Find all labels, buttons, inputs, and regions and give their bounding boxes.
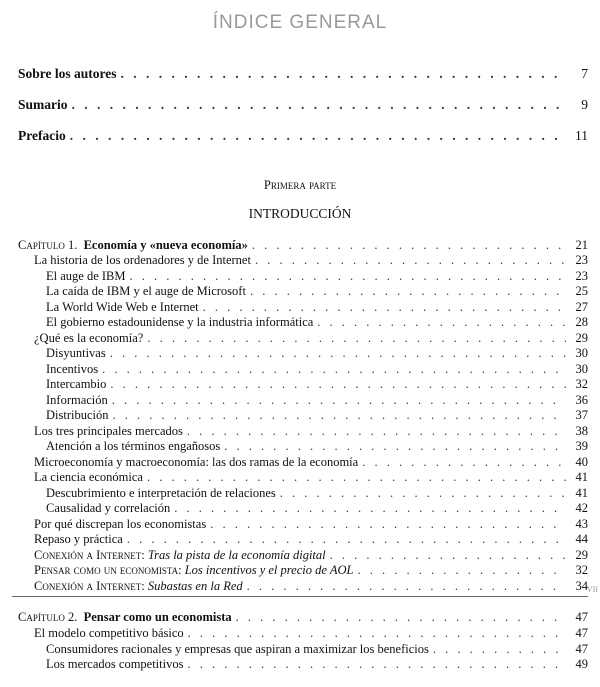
toc-entry-label: Conexión a Internet: Tras la pista de la economía digital <box>34 547 326 562</box>
toc-page-number: 7 <box>581 66 588 81</box>
dot-leader <box>127 532 566 547</box>
toc-page-number: 9 <box>581 97 588 112</box>
toc-page-number: 41 <box>575 470 588 484</box>
toc-entry[interactable] <box>34 548 588 563</box>
toc-entry[interactable] <box>34 532 588 547</box>
part-title: INTRODUCCIÓN <box>248 206 352 221</box>
toc-entry[interactable] <box>46 362 588 377</box>
toc-entry-label: Distribución <box>46 408 109 422</box>
dot-leader <box>247 579 566 594</box>
toc-entry-label: Conexión a Internet: Subastas en la Red <box>34 578 243 593</box>
toc-page-number: 27 <box>575 299 588 314</box>
toc-page-number: 32 <box>575 377 588 391</box>
toc-entry[interactable] <box>46 408 588 423</box>
dot-leader <box>174 501 566 516</box>
toc-entry[interactable] <box>46 657 588 672</box>
toc-page-number: 41 <box>575 485 588 500</box>
toc-entry[interactable] <box>46 284 588 299</box>
dot-leader <box>252 238 566 253</box>
toc-page-number: 21 <box>575 238 588 252</box>
chapter-title: Capítulo 1. Economía y «nueva economía» <box>18 238 248 252</box>
toc-entry-label: Prefacio <box>18 128 66 143</box>
dot-leader <box>236 610 566 625</box>
dot-leader <box>362 455 566 470</box>
toc-page-number: 29 <box>575 330 588 345</box>
toc-entry-label: Causalidad y correlación <box>46 501 171 515</box>
toc-entry-label: Descubrimiento e interpretación de relaciones <box>46 485 276 500</box>
dot-leader <box>250 284 566 299</box>
dot-leader <box>187 657 566 672</box>
toc-entry[interactable] <box>34 563 588 578</box>
chapter-heading[interactable] <box>18 610 588 625</box>
toc-entry-label: Atención a los términos engañosos <box>46 439 221 453</box>
toc-entry-summary[interactable] <box>18 97 588 113</box>
toc-entry-label: Sobre los autores <box>18 66 117 81</box>
toc-entry-label: La historia de los ordenadores y de Internet <box>34 253 251 267</box>
toc-page-number: 25 <box>575 284 588 298</box>
toc-entry-label: El gobierno estadounidense y la industria informática <box>46 315 314 329</box>
dot-leader <box>188 626 566 641</box>
toc-page-number: 30 <box>575 361 588 376</box>
dot-leader <box>110 346 566 361</box>
toc-entry[interactable] <box>46 393 588 408</box>
toc-entry-label: Consumidores racionales y empresas que aspiran a maximizar los beneficios <box>46 641 429 656</box>
dot-leader <box>121 66 566 82</box>
toc-page-number: 11 <box>575 128 588 143</box>
dot-leader <box>357 563 566 578</box>
dot-leader <box>224 439 566 454</box>
toc-entry[interactable] <box>46 346 588 361</box>
toc-entry-label: Sumario <box>18 97 68 112</box>
toc-entry-label: Información <box>46 392 108 407</box>
toc-entry-preface[interactable] <box>18 128 588 144</box>
dot-leader <box>112 393 566 408</box>
dot-leader <box>130 269 567 284</box>
section-divider <box>12 596 588 597</box>
dot-leader <box>72 97 566 113</box>
dot-leader <box>147 331 566 346</box>
chapter-title: Capítulo 2. Pensar como un economista <box>18 610 232 624</box>
dot-leader <box>255 253 566 268</box>
page-title: ÍNDICE GENERAL <box>212 12 388 33</box>
toc-entry[interactable] <box>46 315 588 330</box>
toc-entry-label: La ciencia económica <box>34 470 143 484</box>
toc-page-number: 47 <box>575 610 588 624</box>
toc-page-number: 29 <box>575 547 588 562</box>
toc-entry[interactable] <box>46 486 588 501</box>
toc-entry-label: La World Wide Web e Internet <box>46 299 199 314</box>
toc-page-number: 44 <box>575 532 588 546</box>
toc-entry-label: Microeconomía y macroeconomía: las dos ramas de la economía <box>34 454 359 469</box>
toc-entry[interactable] <box>34 579 588 594</box>
toc-page-number: 30 <box>575 346 588 360</box>
dot-leader <box>330 548 566 563</box>
toc-page-number: 37 <box>575 408 588 422</box>
dot-leader <box>317 315 566 330</box>
toc-entry-label: El modelo competitivo básico <box>34 626 184 640</box>
toc-page-number: 42 <box>575 501 588 515</box>
toc-entry[interactable] <box>46 300 588 315</box>
toc-entry-label: El auge de IBM <box>46 268 126 283</box>
toc-entry-label: Por qué discrepan los economistas <box>34 516 207 531</box>
toc-entry-label: Intercambio <box>46 377 107 391</box>
toc-entry-label: Los mercados competitivos <box>46 657 184 671</box>
toc-page-number: 39 <box>575 439 588 453</box>
toc-entry[interactable] <box>46 269 588 284</box>
toc-page-number: 47 <box>575 641 588 656</box>
toc-entry[interactable] <box>34 470 588 485</box>
toc-entry[interactable] <box>46 642 588 657</box>
dot-leader <box>280 486 566 501</box>
toc-entry[interactable] <box>46 439 588 454</box>
toc-page-number: 23 <box>575 268 588 283</box>
dot-leader <box>70 128 566 144</box>
toc-entry[interactable] <box>34 253 588 268</box>
side-mark: VII <box>586 585 598 594</box>
chapter-heading[interactable] <box>18 238 588 253</box>
toc-page-number: 40 <box>575 454 588 469</box>
toc-page-number: 47 <box>575 626 588 640</box>
toc-entry-label: Repaso y práctica <box>34 532 123 546</box>
dot-leader <box>187 424 566 439</box>
dot-leader <box>210 517 566 532</box>
toc-page-number: 36 <box>575 392 588 407</box>
toc-page-number: 28 <box>575 315 588 329</box>
dot-leader <box>113 408 567 423</box>
toc-page-number: 34 <box>575 578 588 593</box>
toc-entry-authors[interactable] <box>18 66 588 82</box>
toc-entry-label: ¿Qué es la economía? <box>34 330 144 345</box>
part-label: Primera parte <box>263 178 337 192</box>
toc-entry[interactable] <box>34 626 588 641</box>
toc-entry-label: La caída de IBM y el auge de Microsoft <box>46 284 246 298</box>
toc-entry[interactable] <box>34 331 588 346</box>
toc-entry[interactable] <box>34 424 588 439</box>
dot-leader <box>147 470 566 485</box>
toc-page-number: 43 <box>575 516 588 531</box>
dot-leader <box>110 377 566 392</box>
toc-page-number: 23 <box>575 253 588 267</box>
toc-page-number: 38 <box>575 423 588 438</box>
toc-entry[interactable] <box>34 455 588 470</box>
dot-leader <box>102 362 566 377</box>
toc-entry-label: Disyuntivas <box>46 346 106 360</box>
dot-leader <box>203 300 566 315</box>
toc-entry-label: Pensar como un economista: Los incentivos y el precio de AOL <box>34 563 354 577</box>
toc-entry[interactable] <box>46 501 588 516</box>
toc-entry-label: Los tres principales mercados <box>34 423 183 438</box>
dot-leader <box>433 642 566 657</box>
toc-page-number: 32 <box>575 563 588 577</box>
toc-entry[interactable] <box>34 517 588 532</box>
toc-entry[interactable] <box>46 377 588 392</box>
toc-entry-label: Incentivos <box>46 361 99 376</box>
toc-page-number: 49 <box>575 657 588 671</box>
